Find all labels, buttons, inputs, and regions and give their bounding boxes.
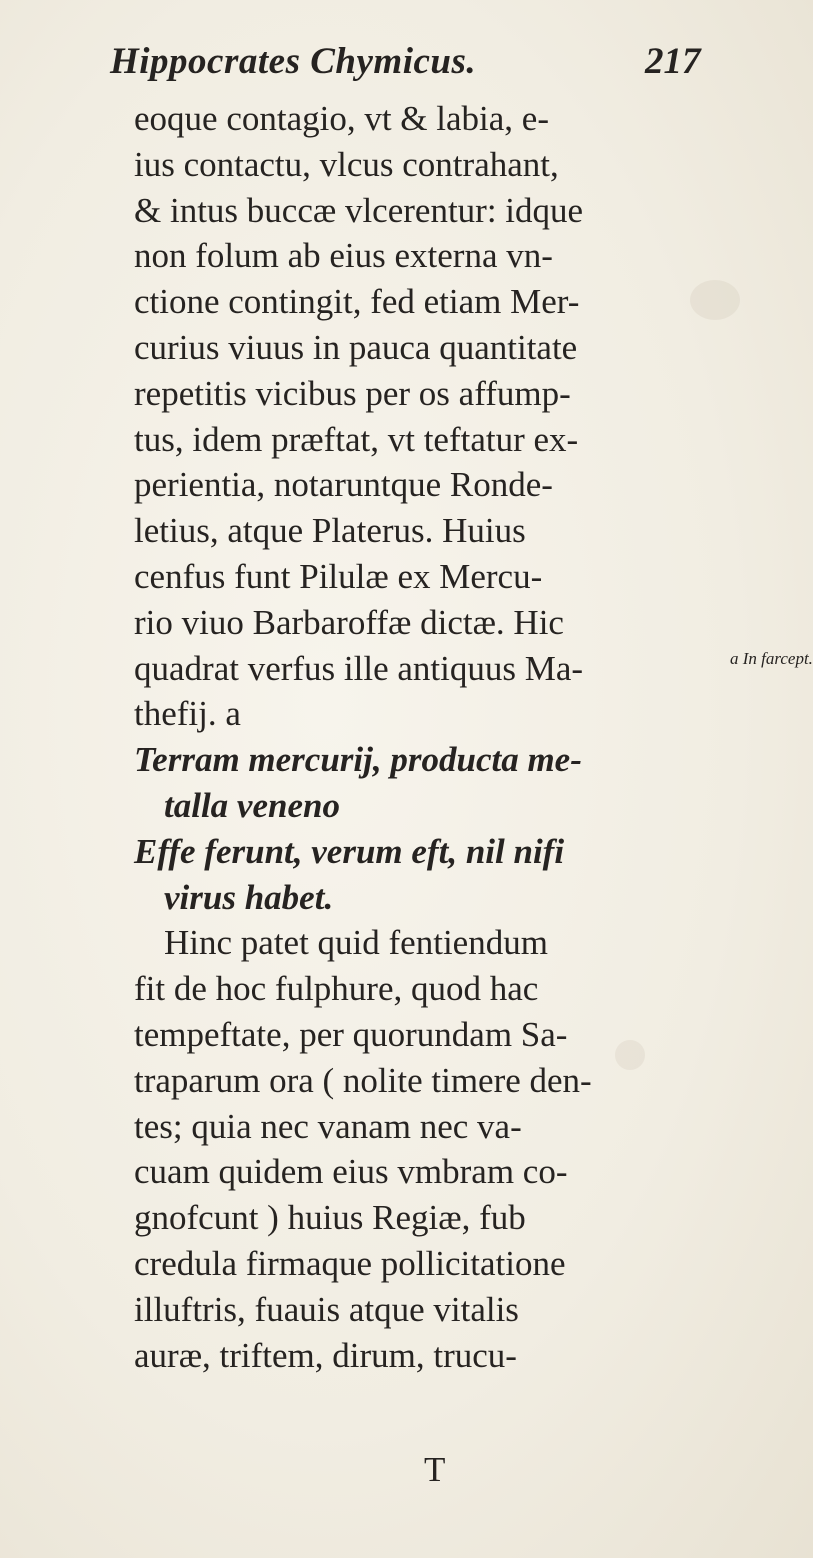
verse-line: Effe ferunt, verum eft, nil nifi	[134, 831, 565, 871]
paragraph-line: cuam quidem eius vmbram co-	[134, 1152, 568, 1192]
text-line: perientia, notaruntque Ronde-	[134, 465, 553, 505]
margin-note: a In farcept.	[730, 649, 813, 668]
verse-line: talla veneno	[164, 785, 340, 825]
text-line: repetitis vicibus per os affump-	[134, 373, 571, 413]
text-line: ctione contingit, fed etiam Mer-	[134, 282, 580, 322]
text-line: ius contactu, vlcus contrahant,	[134, 144, 559, 184]
text-line: thefij. a	[134, 694, 241, 734]
page-header	[0, 38, 800, 98]
paragraph-line: traparum ora ( nolite timere den-	[134, 1060, 592, 1100]
page-number: 217	[645, 41, 701, 82]
text-line: letius, atque Platerus. Huius	[134, 511, 526, 551]
paragraph-line: Hinc patet quid fentiendum	[164, 923, 548, 963]
verse-line: Terram mercurij, producta me-	[134, 740, 582, 780]
text-line: cenfus funt Pilulæ ex Mercu-	[134, 556, 543, 596]
paragraph-line: fit de hoc fulphure, quod hac	[134, 969, 539, 1009]
paragraph-line: tes; quia nec vanam nec va-	[134, 1106, 522, 1146]
text-line: curius viuus in pauca quantitate	[134, 327, 578, 367]
body-text	[134, 96, 734, 1378]
verse-line: virus habet.	[164, 877, 334, 917]
text-line: tus, idem præftat, vt teftatur ex-	[134, 419, 579, 459]
text-line: non folum ab eius externa vn-	[134, 236, 553, 276]
text-line: rio viuo Barbaroffæ dictæ. Hic	[134, 602, 564, 642]
running-title: Hippocrates Chymicus.	[110, 41, 477, 82]
text-line: & intus buccæ vlcerentur: idque	[134, 190, 584, 230]
catchword: T	[424, 1450, 446, 1489]
paragraph-line: tempeftate, per quorundam Sa-	[134, 1014, 568, 1054]
paragraph-line: credula firmaque pollicitatione	[134, 1243, 566, 1283]
paragraph-line: gnofcunt ) huius Regiæ, fub	[134, 1198, 526, 1238]
text-line: quadrat verfus ille antiquus Ma-	[134, 648, 584, 688]
paragraph-line: illuftris, fuauis atque vitalis	[134, 1289, 519, 1329]
paragraph-line: auræ, triftem, dirum, trucu-	[134, 1335, 517, 1375]
text-line: eoque contagio, vt & labia, e-	[134, 99, 549, 138]
